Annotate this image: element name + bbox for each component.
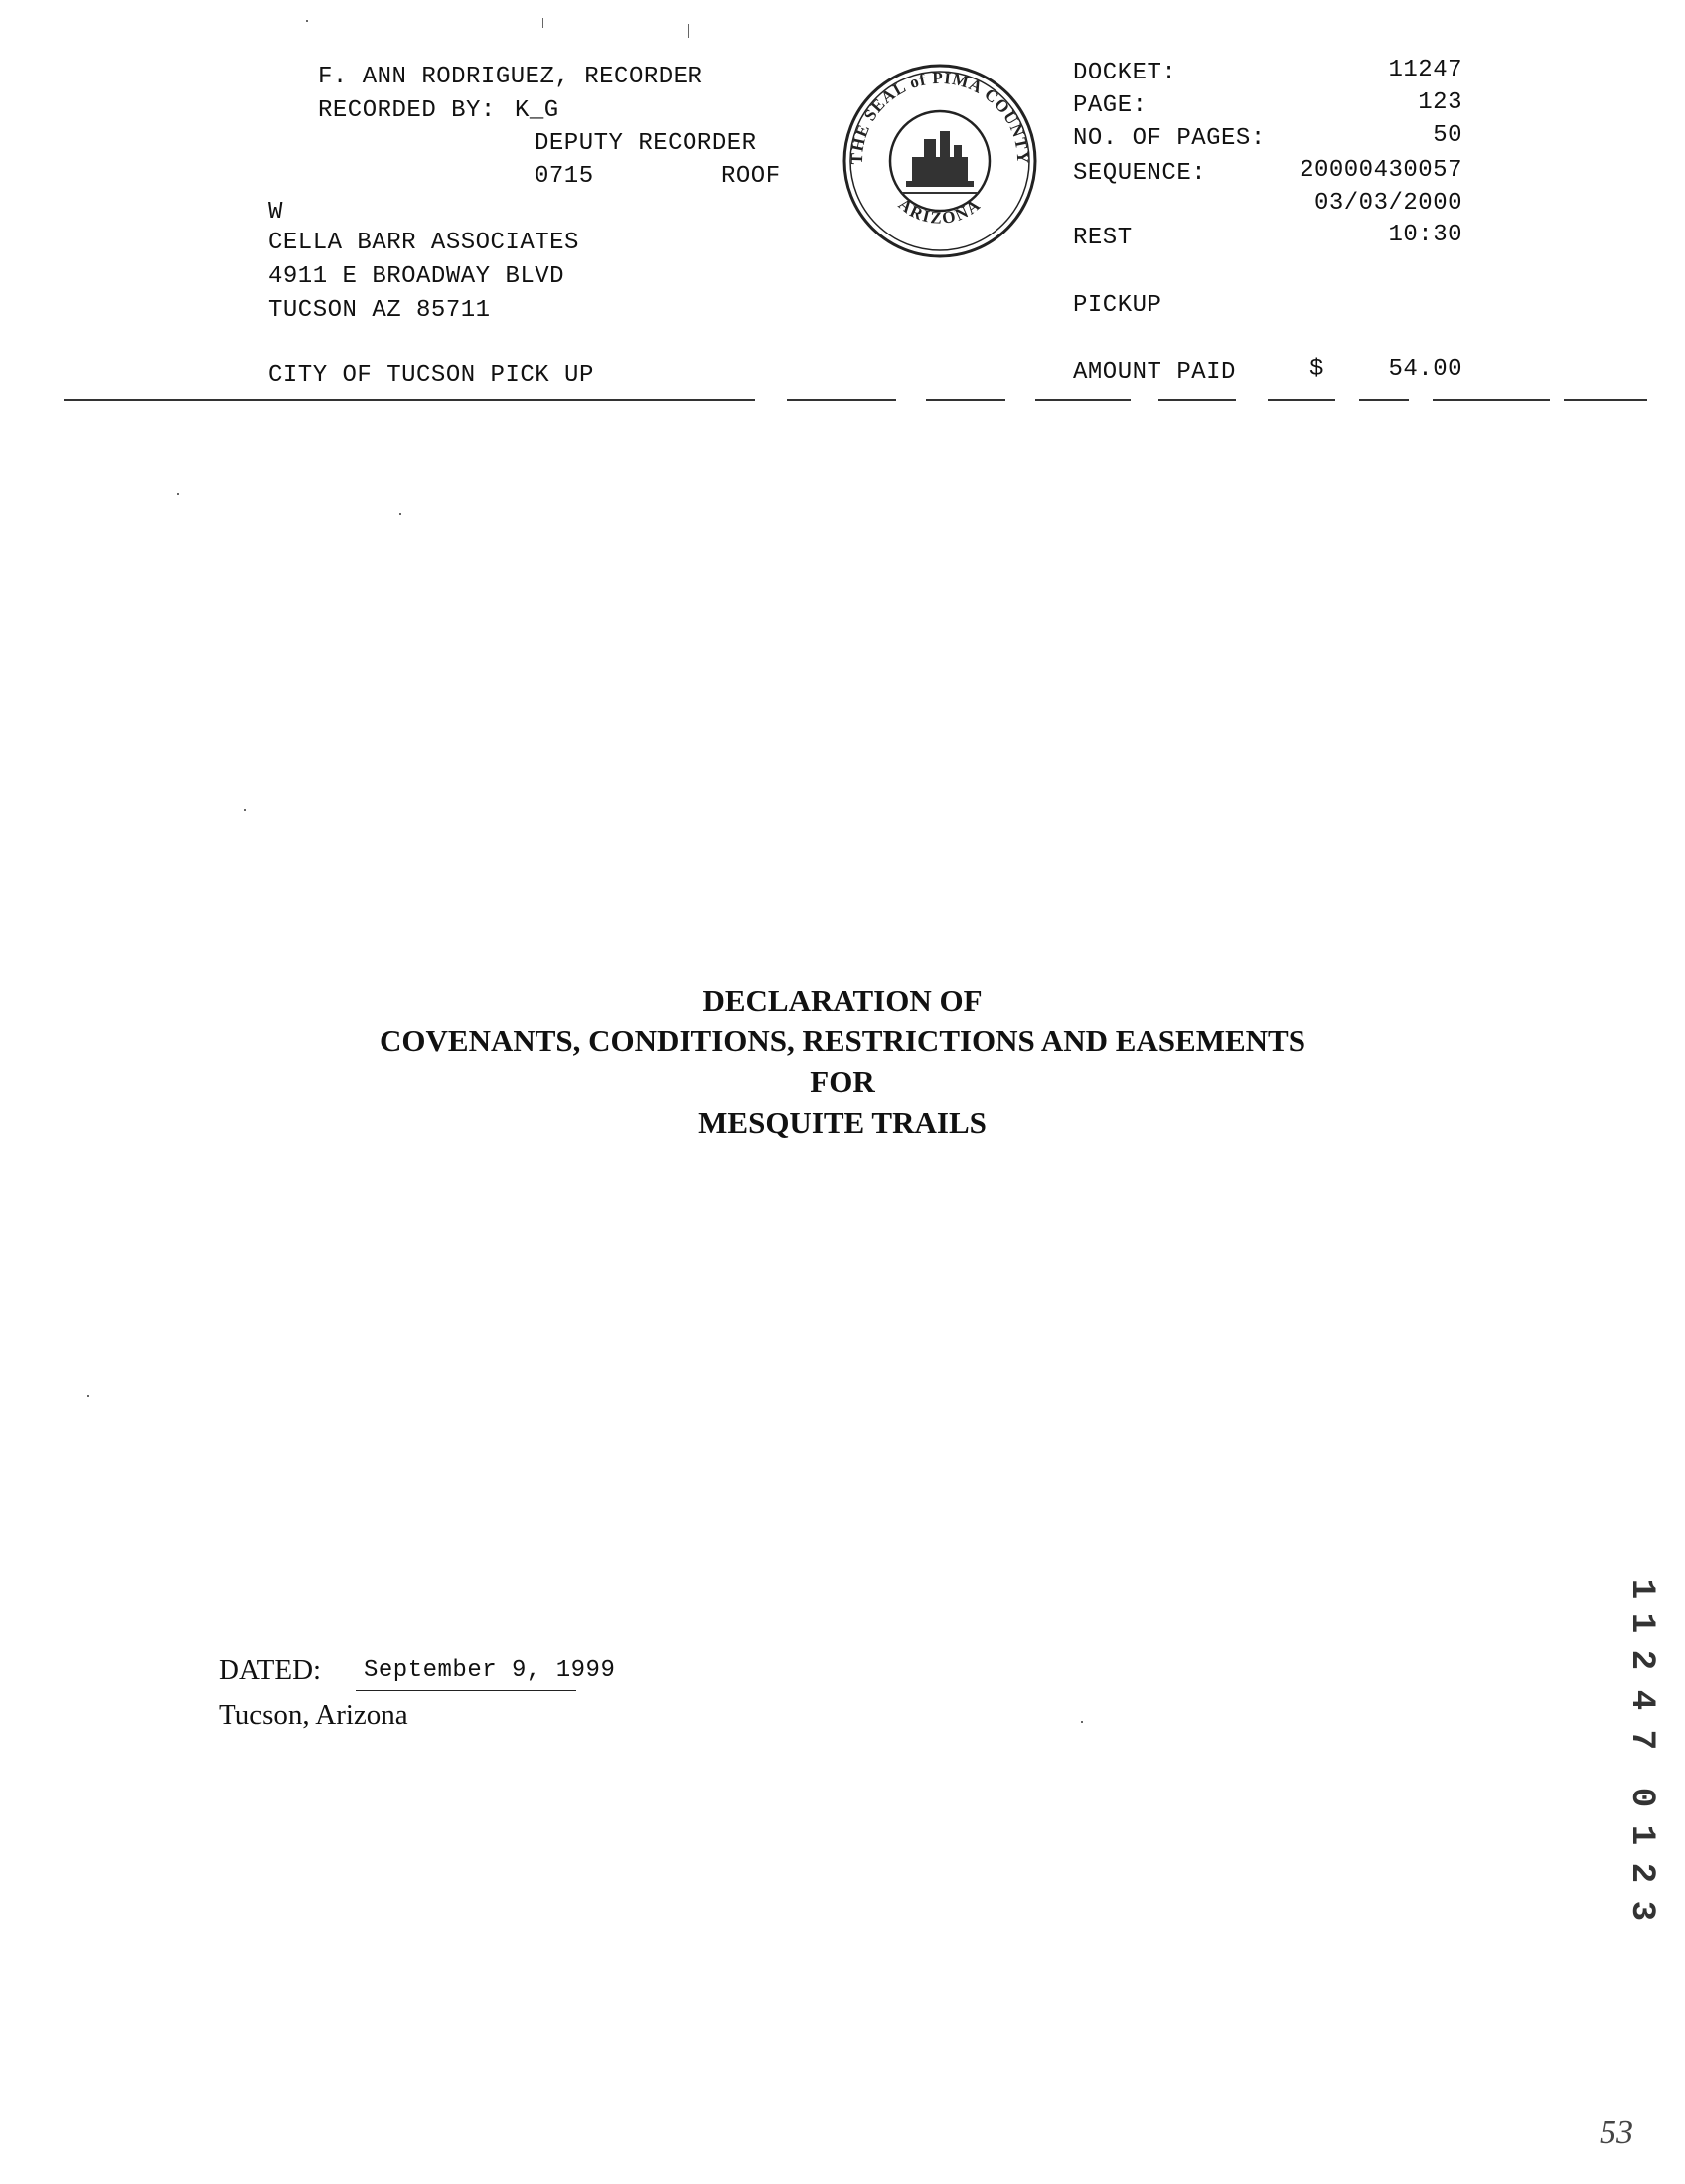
- side-document-stamp: [1621, 1570, 1661, 1928]
- side-stamp-digit: 2: [1622, 1649, 1660, 1671]
- amount-currency: $: [1309, 356, 1324, 383]
- side-stamp-digit: 2: [1622, 1862, 1660, 1884]
- amount-paid-value: 54.00: [1388, 356, 1462, 383]
- num-pages-value: 50: [1433, 122, 1462, 149]
- divider-gap: [1335, 396, 1359, 402]
- side-stamp-digit: 1: [1622, 1578, 1660, 1600]
- sequence-label: SEQUENCE:: [1073, 160, 1207, 187]
- amount-paid-label: AMOUNT PAID: [1073, 359, 1236, 386]
- scan-speck: [87, 1395, 89, 1397]
- side-stamp-digit: 1: [1622, 1824, 1660, 1846]
- divider-gap: [1409, 396, 1433, 402]
- side-stamp-digit: 3: [1622, 1900, 1660, 1922]
- dated-underline: [356, 1690, 576, 1691]
- county-seal: [841, 62, 1039, 260]
- dated-label: DATED:: [219, 1654, 322, 1686]
- divider-gap: [896, 396, 926, 402]
- return-city: TUCSON AZ 85711: [268, 297, 491, 324]
- dated-value: September 9, 1999: [364, 1657, 616, 1684]
- scan-speck: [177, 493, 179, 495]
- divider-gap: [1005, 396, 1035, 402]
- side-stamp-digit: 7: [1622, 1729, 1660, 1751]
- scan-speck: [542, 18, 543, 28]
- corner-handwritten-mark: 53: [1600, 2114, 1633, 2151]
- docket-label: DOCKET:: [1073, 60, 1177, 86]
- title-line-3: FOR: [810, 1064, 875, 1099]
- scan-speck: [399, 513, 401, 515]
- svg-text:ARIZONA: [895, 195, 985, 228]
- recorder-name: F. ANN RODRIGUEZ, RECORDER: [318, 64, 703, 90]
- page-value: 123: [1418, 89, 1462, 116]
- return-street: 4911 E BROADWAY BLVD: [268, 263, 565, 290]
- recorder-code-left: 0715: [535, 163, 594, 190]
- return-note: CITY OF TUCSON PICK UP: [268, 362, 594, 389]
- dated-place: Tucson, Arizona: [219, 1699, 408, 1731]
- side-stamp-digit: 4: [1622, 1689, 1660, 1711]
- sequence-value: 20000430057: [1300, 157, 1462, 184]
- divider-gap: [755, 396, 787, 402]
- return-letter: W: [268, 199, 283, 226]
- deputy-recorder-title: DEPUTY RECORDER: [535, 130, 757, 157]
- scan-speck: [1081, 1721, 1083, 1723]
- record-time: 10:30: [1388, 222, 1462, 248]
- side-stamp-digit: 1: [1622, 1612, 1660, 1634]
- divider-gap: [1131, 396, 1158, 402]
- seal-text-bottom: ARIZONA: [894, 194, 986, 228]
- pickup-label: PICKUP: [1073, 292, 1162, 319]
- divider-gap: [1236, 396, 1268, 402]
- recorded-by-label: RECORDED BY:: [318, 97, 496, 124]
- scan-speck: [244, 809, 246, 811]
- return-company: CELLA BARR ASSOCIATES: [268, 230, 579, 256]
- scan-speck: [306, 20, 308, 22]
- side-stamp-digit: 0: [1622, 1787, 1660, 1808]
- document-title: [0, 980, 1685, 1143]
- scan-speck: [688, 24, 689, 38]
- title-line-4: MESQUITE TRAILS: [698, 1105, 987, 1140]
- title-line-2: COVENANTS, CONDITIONS, RESTRICTIONS AND EASEMENTS: [380, 1023, 1305, 1058]
- divider-gap: [1550, 396, 1564, 402]
- record-date: 03/03/2000: [1313, 190, 1462, 217]
- num-pages-label: NO. OF PAGES:: [1073, 125, 1266, 152]
- page-label: PAGE:: [1073, 92, 1148, 119]
- docket-value: 11247: [1388, 57, 1462, 83]
- seal-building-icon: [902, 131, 978, 193]
- rest-label: REST: [1073, 225, 1133, 251]
- recorded-by-value: K_G: [515, 97, 559, 124]
- title-line-1: DECLARATION OF: [702, 983, 983, 1017]
- recorder-code-right: ROOF: [721, 163, 781, 190]
- seal-text-top: THE SEAL of PIMA COUNTY: [846, 68, 1033, 165]
